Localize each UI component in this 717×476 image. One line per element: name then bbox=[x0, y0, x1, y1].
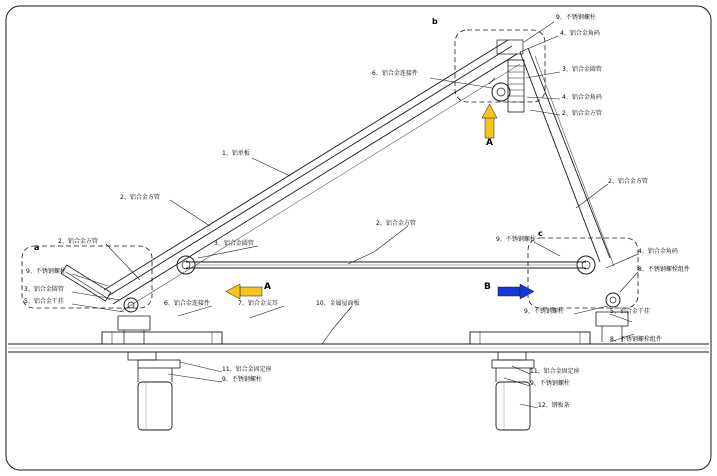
callout-5-left: 5、铝合金干挂 bbox=[24, 298, 64, 305]
callout-10-panel: 10、金属屋面板 bbox=[316, 300, 360, 307]
callout-9-clamp: 9、不锈钢螺柱 bbox=[530, 380, 570, 387]
callout-9-lower-right: 9、不锈钢螺柱 bbox=[524, 308, 564, 315]
callout-2-top: 2、铝合金方管 bbox=[562, 110, 602, 117]
callout-11-right: 11、铝合金固定座 bbox=[530, 368, 580, 375]
arrow-b-right bbox=[498, 284, 534, 299]
callout-2-left-2: 2、铝合金方管 bbox=[58, 238, 98, 245]
standing-seam-rib-right bbox=[496, 368, 530, 430]
callout-4-right: 4、铝合金角码 bbox=[638, 248, 678, 255]
callout-4-top-2: 4、铝合金角码 bbox=[562, 94, 602, 101]
callout-9-clamp-left: 9、不锈钢螺柱 bbox=[222, 376, 262, 383]
callout-4-top: 4、铝合金角码 bbox=[560, 30, 600, 37]
section-mark-a: a bbox=[34, 243, 40, 252]
left-node bbox=[22, 243, 195, 344]
standing-seam-rib-left bbox=[138, 368, 172, 430]
callout-11-clamp: 11、铝合金固定座 bbox=[222, 366, 272, 373]
callout-3-top: 3、铝合金圆管 bbox=[562, 66, 602, 73]
callout-2-right: 2、铝合金方管 bbox=[608, 178, 648, 185]
callout-8-right: 8、不锈钢螺栓组件 bbox=[638, 266, 690, 273]
callout-3-left: 3、铝合金圆管 bbox=[24, 286, 64, 293]
view-arrow-label-a-left: A bbox=[264, 282, 271, 292]
arrow-a-left bbox=[226, 284, 262, 299]
clamp-base-left bbox=[102, 332, 222, 368]
callout-3-mid: 3、铝合金圆管 bbox=[214, 240, 254, 247]
callout-12-rib: 12、钢板条 bbox=[538, 402, 570, 409]
metal-roof-deck bbox=[8, 344, 709, 352]
apex-node bbox=[455, 30, 545, 112]
callout-8-lower: 8、不锈钢螺栓组件 bbox=[610, 336, 662, 343]
callout-2-left: 2、铝合金方管 bbox=[120, 194, 160, 201]
callout-9-top: 9、不锈钢螺柱 bbox=[556, 14, 596, 21]
view-arrow-label-b-right: B bbox=[484, 282, 491, 292]
callout-6-lower: 6、铝合金连接件 bbox=[164, 300, 210, 307]
callout-9-right: 9、不锈钢螺柱 bbox=[496, 236, 536, 243]
callout-2-mid: 2、铝合金方管 bbox=[376, 220, 416, 227]
view-arrow-label-a-vertical: A bbox=[486, 138, 493, 148]
callout-6-upper: 6、铝合金连接件 bbox=[372, 70, 418, 77]
callout-5-right: 5、铝合金干挂 bbox=[610, 308, 650, 315]
callout-1-panel: 1、铝单板 bbox=[222, 150, 250, 157]
callout-9-left: 9、不锈钢螺柱 bbox=[26, 268, 66, 275]
arrow-a-vertical bbox=[482, 104, 497, 138]
callout-7-lower: 7、铝合金支耳 bbox=[238, 300, 278, 307]
section-mark-c: c bbox=[538, 229, 543, 238]
truss-assembly bbox=[104, 40, 614, 312]
clamp-base-right bbox=[470, 332, 590, 368]
leader-lines bbox=[72, 22, 638, 408]
section-mark-b: b bbox=[432, 17, 438, 26]
